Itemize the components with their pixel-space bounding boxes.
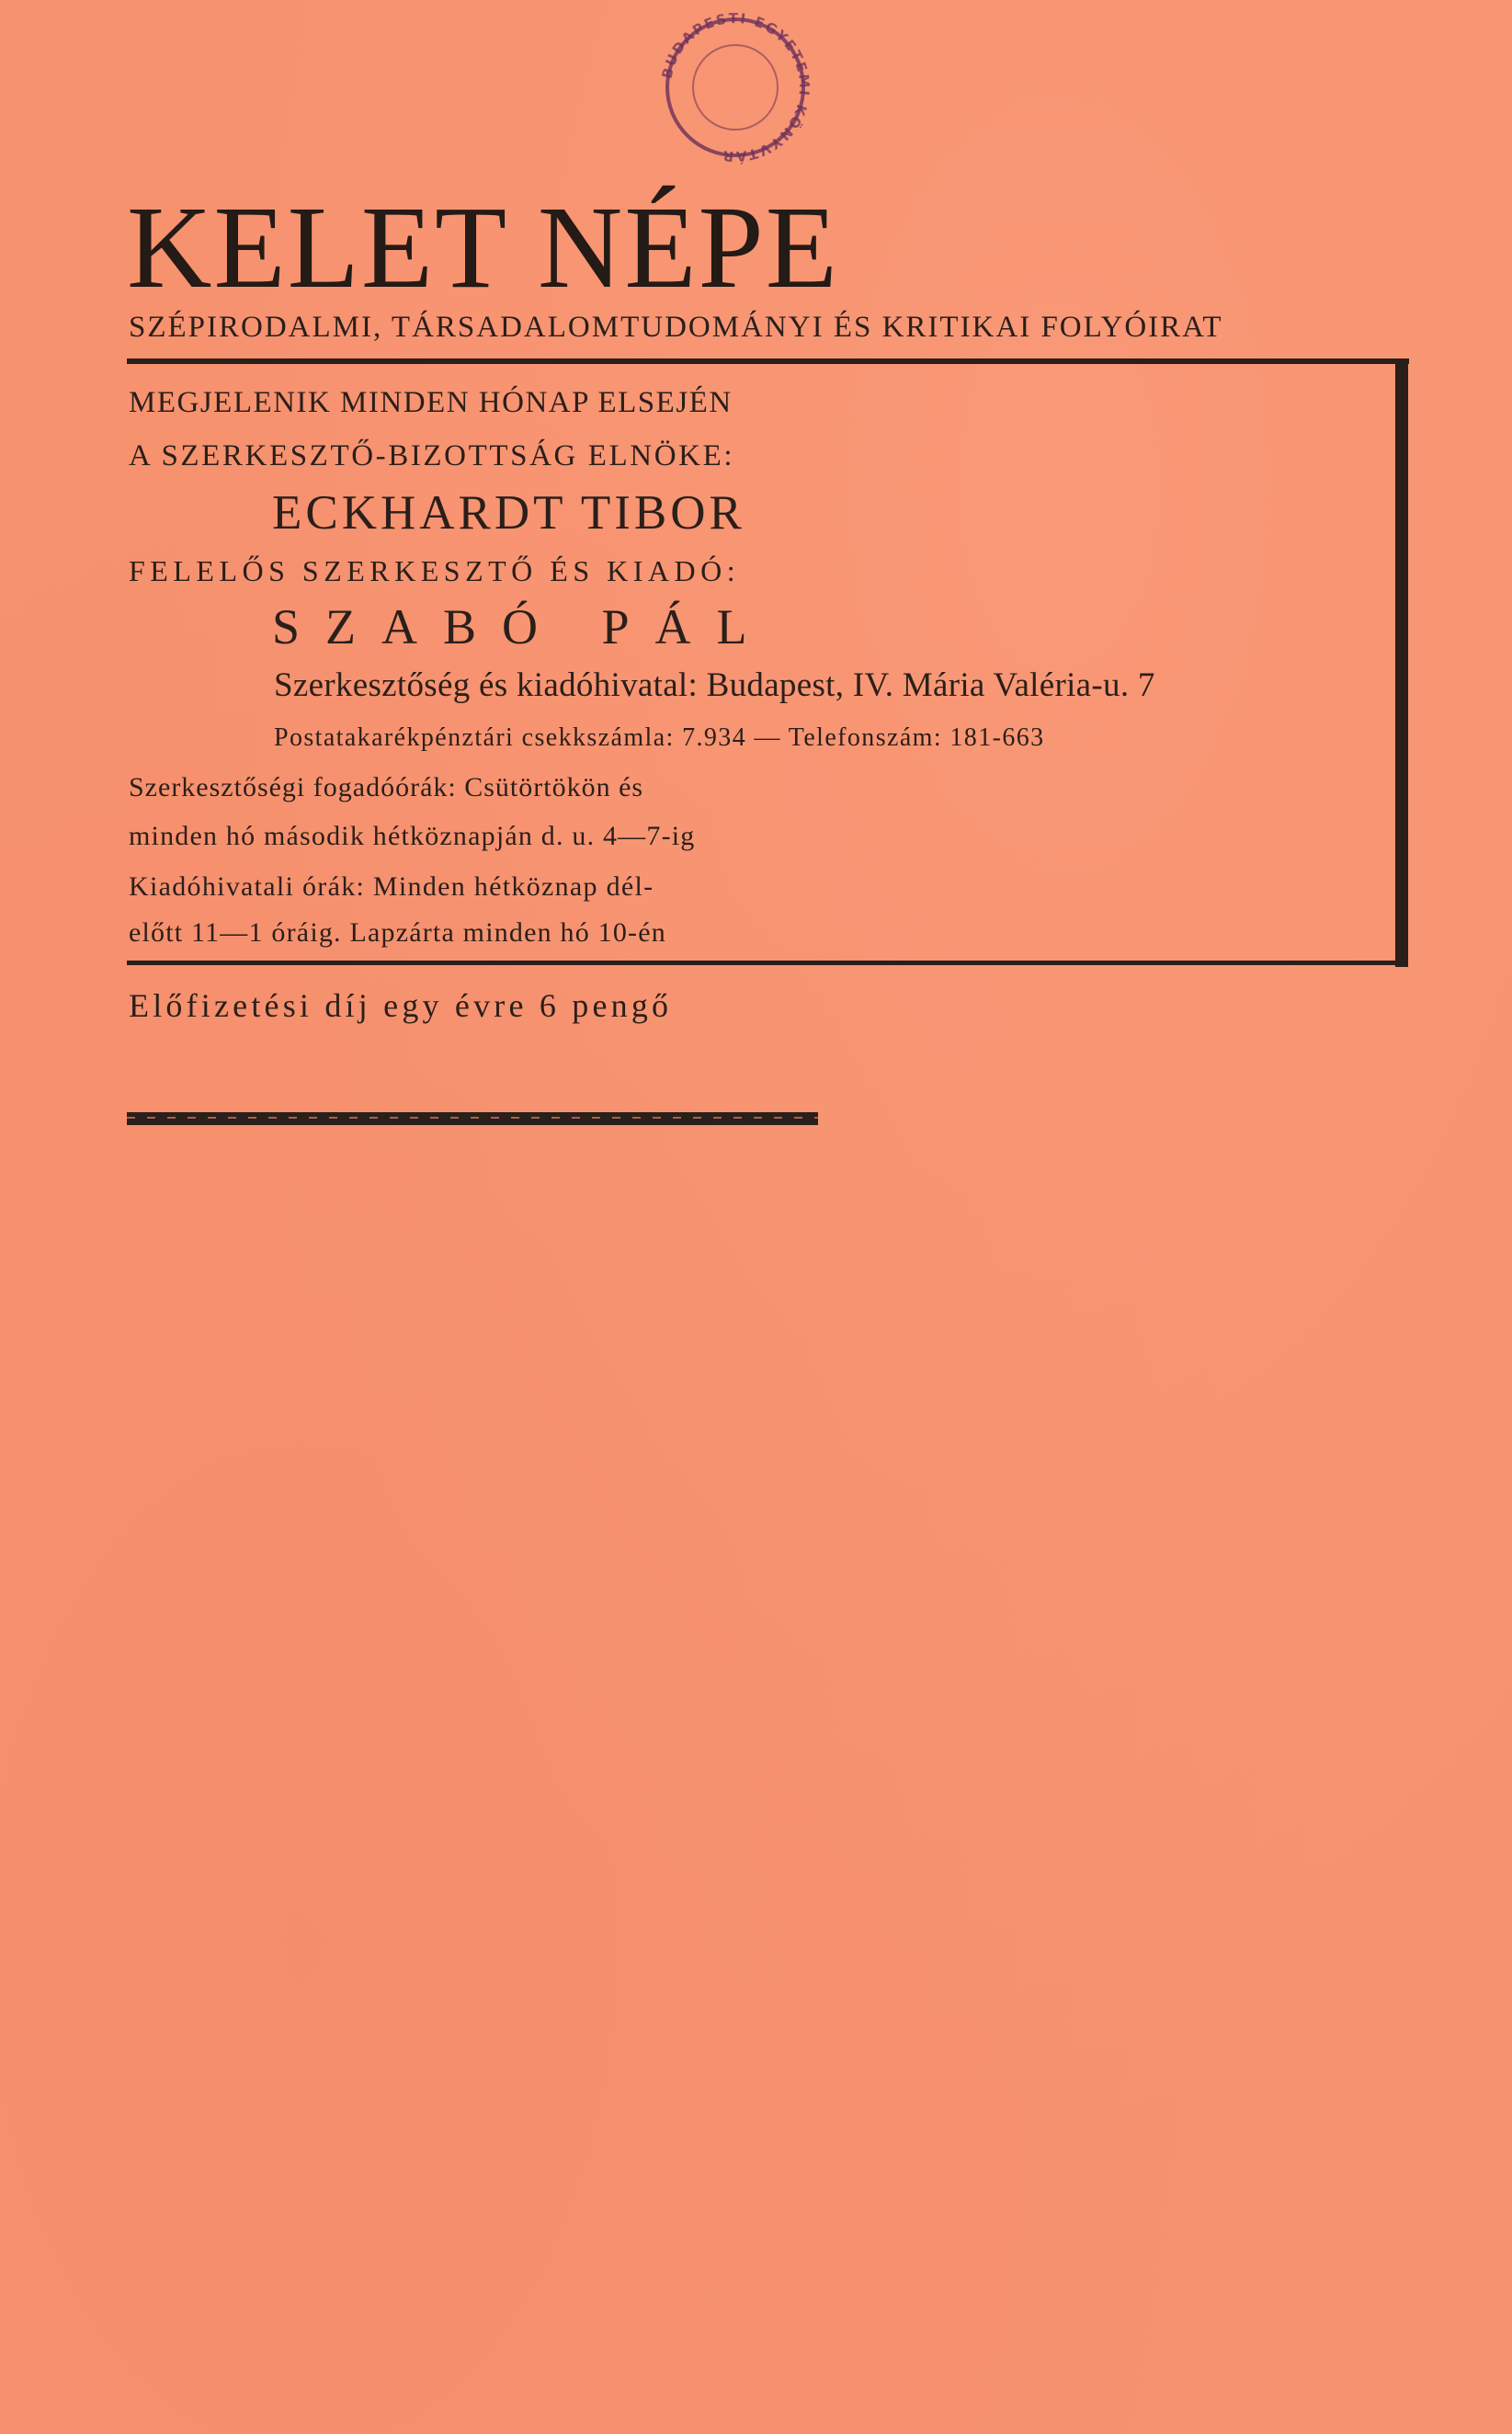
frame-top-rule (127, 358, 1409, 364)
journal-subtitle: SZÉPIRODALMI, TÁRSADALOMTUDOMÁNYI ÉS KRITIKAI FOLYÓIRAT (129, 311, 1223, 344)
library-stamp (634, 9, 836, 170)
account-and-phone: Postatakarékpénztári csekkszámla: 7.934 — Telefonszám: 181-663 (274, 723, 1045, 752)
editor-name: SZABÓ PÁL (272, 599, 773, 654)
editor-label: FELELŐS SZERKESZTŐ ÉS KIADÓ: (129, 554, 741, 587)
office-address: Szerkesztőség és kiadóhivatal: Budapest, IV. Mária Valéria-u. 7 (274, 666, 1155, 704)
board-chair-name: ECKHARDT TIBOR (272, 486, 745, 540)
svg-text:BUDAPESTI EGYETEMI KÖNYVTÁR: BUDAPESTI EGYETEMI KÖNYVTÁR (658, 9, 813, 165)
board-chair-label: A SZERKESZTŐ-BIZOTTSÁG ELNÖKE: (129, 439, 735, 472)
decorative-bottom-rule (127, 1112, 818, 1125)
subscription-price: Előfizetési díj egy évre 6 pengő (129, 987, 673, 1024)
frame-bottom-rule (127, 961, 1408, 965)
office-hours-line-2: minden hó második hétköznapján d. u. 4—7-ig (129, 821, 696, 851)
office-hours-line-4: előtt 11—1 óráig. Lapzárta minden hó 10-én (129, 917, 666, 948)
office-hours-line-1: Szerkesztőségi fogadóórák: Csütörtökön és (129, 772, 644, 802)
journal-title: KELET NÉPE (127, 182, 839, 313)
publication-note: MEGJELENIK MINDEN HÓNAP ELSEJÉN (129, 386, 733, 419)
office-hours-line-3: Kiadóhivatali órák: Minden hétköznap dél- (129, 871, 654, 902)
frame-right-rule (1395, 358, 1408, 967)
